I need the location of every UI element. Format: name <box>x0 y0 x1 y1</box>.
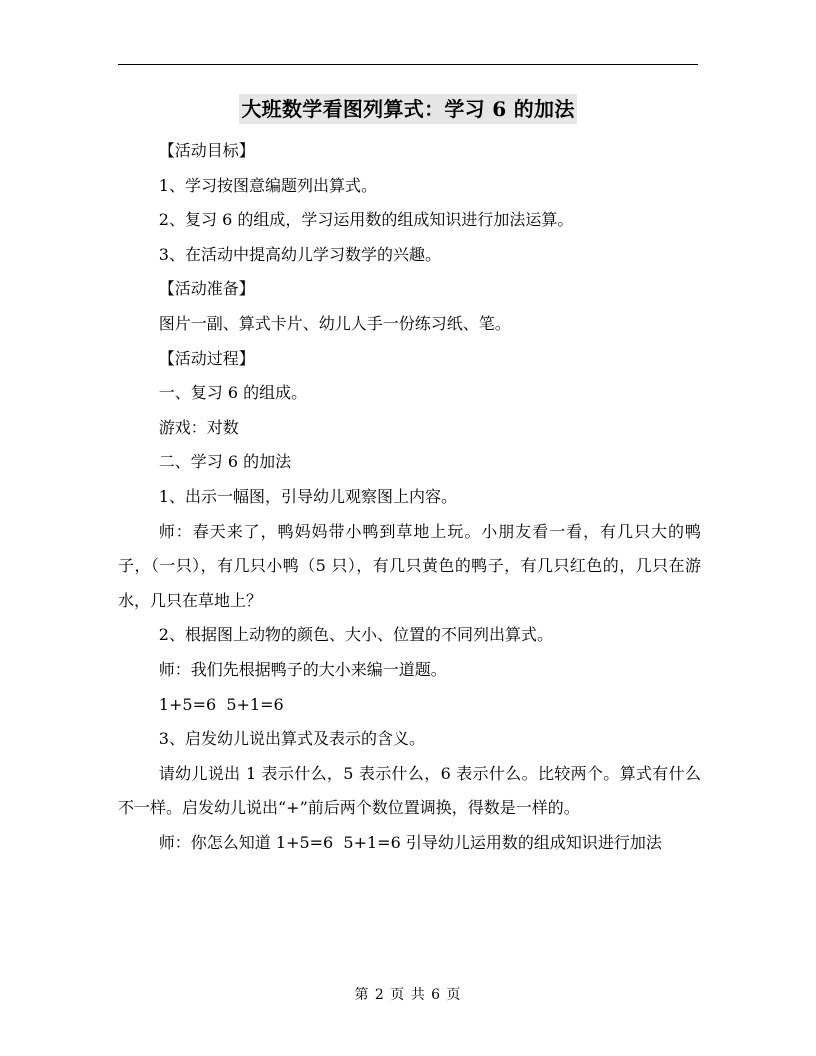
document-title: 大班数学看图列算式：学习 6 的加法 <box>239 94 576 124</box>
teacher-paragraph-2: 师：我们先根据鸭子的大小来编一道题。 <box>158 659 447 679</box>
substep-1: 1、出示一幅图，引导幼儿观察图上内容。 <box>158 486 457 506</box>
page-footer: 第 2 页 共 6 页 <box>354 987 462 1003</box>
section-heading-process: 【活动过程】 <box>158 348 255 368</box>
teacher-paragraph-3: 师：你怎么知道 1+5=6 5+1=6 引导幼儿运用数的组成知识进行加法 <box>158 832 662 852</box>
game-text: 游戏：对数 <box>158 417 239 437</box>
section-heading-goals: 【活动目标】 <box>158 141 255 160</box>
section-heading-preparation: 【活动准备】 <box>158 279 255 299</box>
teacher-paragraph-1: 师：春天来了，鸭妈妈带小鸭到草地上玩。小朋友看一看，有几只大的鸭子，（一只），有几只小鸭（5 只），有几只黄色的鸭子，有几只红色的，几只在游水，几只在草地上？ <box>118 521 701 610</box>
substep-2: 2、根据图上动物的颜色、大小、位置的不同列出算式。 <box>158 625 553 645</box>
substep-3: 3、启发幼儿说出算式及表示的含义。 <box>158 729 425 749</box>
process-step-1: 一、复习 6 的组成。 <box>158 383 308 403</box>
header-rule <box>118 64 698 65</box>
equation-line: 1+5=6 5+1=6 <box>158 694 284 714</box>
explanation-paragraph: 请幼儿说出 1 表示什么，5 表示什么，6 表示什么。比较两个。算式有什么不一样。启发幼儿说出“+”前后两个数位置调换，得数是一样的。 <box>118 763 701 818</box>
goal-item-2: 2、复习 6 的组成，学习运用数的组成知识进行加法运算。 <box>158 210 574 230</box>
goal-item-3: 3、在活动中提高幼儿学习数学的兴趣。 <box>158 244 441 264</box>
goal-item-1: 1、学习按图意编题列出算式。 <box>158 175 377 195</box>
preparation-text: 图片一副、算式卡片、幼儿人手一份练习纸、笔。 <box>158 313 511 333</box>
document-body <box>118 134 701 860</box>
title-container <box>0 94 816 124</box>
process-step-2: 二、学习 6 的加法 <box>158 452 292 472</box>
